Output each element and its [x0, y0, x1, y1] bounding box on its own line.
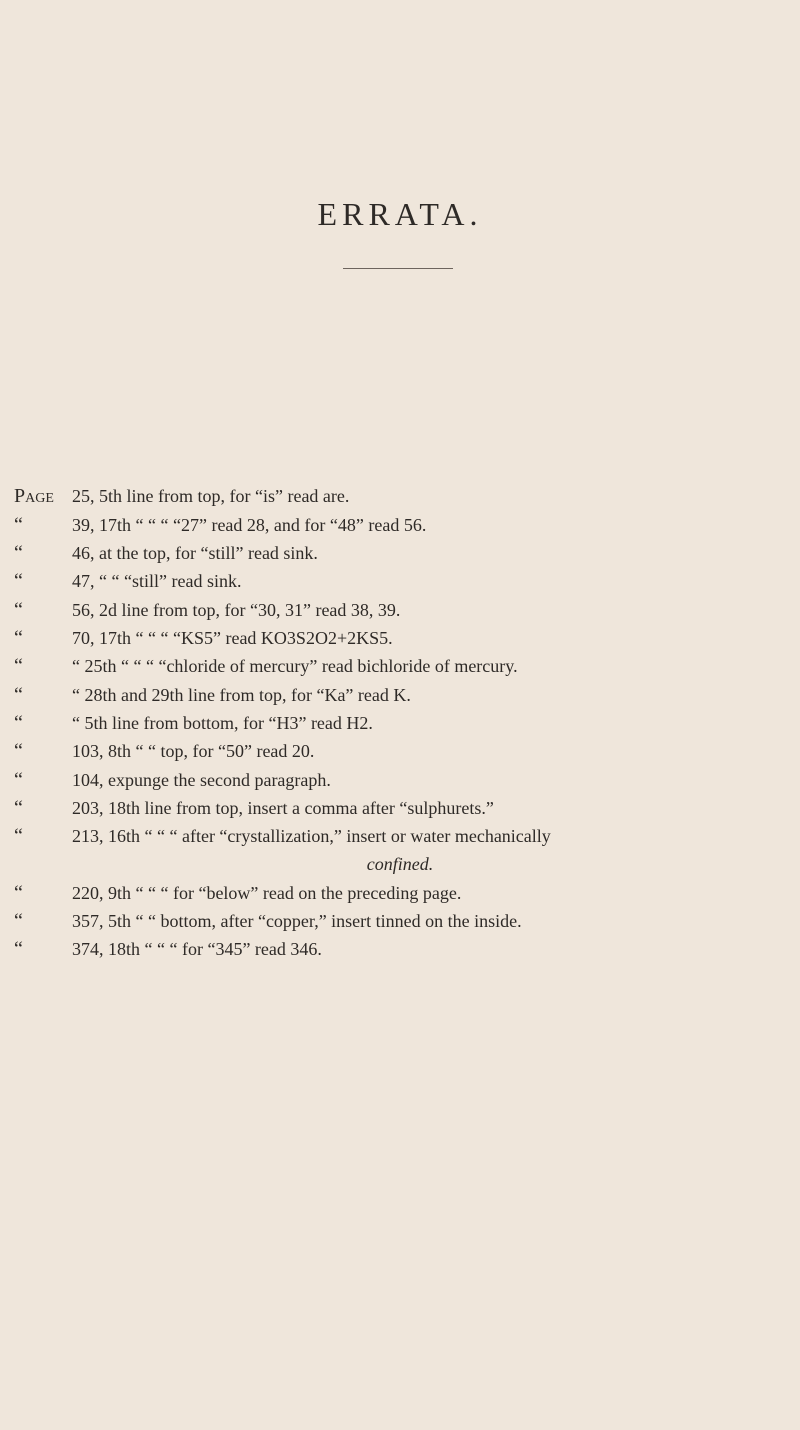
errata-entry — [0, 795, 800, 821]
errata-entry — [0, 625, 800, 651]
entry-lead: “ — [14, 882, 23, 904]
entry-lead: “ — [14, 712, 23, 734]
entry-lead: “ — [14, 825, 23, 847]
entry-text: 104, expunge the second paragraph. — [72, 770, 331, 790]
entry-lead: “ — [14, 684, 23, 706]
entry-text: 374, 18th “ “ “ for “345” read 346. — [72, 939, 322, 959]
entry-text: 39, 17th “ “ “ “27” read 28, and for “48” read 56. — [72, 515, 427, 535]
errata-entry-continuation — [0, 851, 800, 877]
entry-lead: “ — [14, 627, 23, 649]
entry-lead: “ — [14, 910, 23, 932]
entry-text: 220, 9th “ “ “ for “below” read on the preceding page. — [72, 883, 462, 903]
entry-text: 213, 16th “ “ “ after “crystallization,” insert or water mechanically — [72, 826, 551, 846]
entry-text: 357, 5th “ “ bottom, after “copper,” insert tinned on the inside. — [72, 911, 522, 931]
errata-entry — [0, 653, 800, 679]
errata-entry — [0, 936, 800, 962]
entry-lead: “ — [14, 599, 23, 621]
entry-lead: “ — [14, 655, 23, 677]
entry-lead: “ — [14, 797, 23, 819]
entry-lead: “ — [14, 570, 23, 592]
entry-text: 203, 18th line from top, insert a comma after “sulphurets.” — [72, 798, 494, 818]
title-rule — [343, 268, 453, 269]
errata-entry — [0, 880, 800, 906]
entry-text: “ 5th line from bottom, for “H3” read H2. — [72, 713, 373, 733]
entry-lead: “ — [14, 542, 23, 564]
entry-text: “ 28th and 29th line from top, for “Ka” read K. — [72, 685, 411, 705]
errata-entry — [0, 483, 800, 509]
entry-lead: “ — [14, 769, 23, 791]
errata-entry — [0, 597, 800, 623]
entry-lead: “ — [14, 938, 23, 960]
errata-entry — [0, 540, 800, 566]
errata-entry — [0, 767, 800, 793]
page-title: ERRATA. — [317, 196, 483, 232]
entry-text: 25, 5th line from top, for “is” read are. — [72, 486, 350, 506]
entry-lead: Page — [14, 485, 54, 507]
errata-entry — [0, 512, 800, 538]
entry-lead: “ — [14, 740, 23, 762]
entry-lead: “ — [14, 514, 23, 536]
entry-continuation-text: confined. — [366, 854, 434, 874]
entry-text: 46, at the top, for “still” read sink. — [72, 543, 318, 563]
errata-entry — [0, 568, 800, 594]
entry-text: 70, 17th “ “ “ “KS5” read KO3S2O2+2KS5. — [72, 628, 393, 648]
entry-text: 56, 2d line from top, for “30, 31” read 38, 39. — [72, 600, 401, 620]
entry-text: 103, 8th “ “ top, for “50” read 20. — [72, 741, 315, 761]
errata-entry — [0, 738, 800, 764]
entry-text: 47, “ “ “still” read sink. — [72, 571, 242, 591]
errata-entry — [0, 823, 800, 849]
errata-entry — [0, 710, 800, 736]
errata-entry — [0, 682, 800, 708]
entry-text: “ 25th “ “ “ “chloride of mercury” read bichloride of mercury. — [72, 656, 518, 676]
errata-entry — [0, 908, 800, 934]
